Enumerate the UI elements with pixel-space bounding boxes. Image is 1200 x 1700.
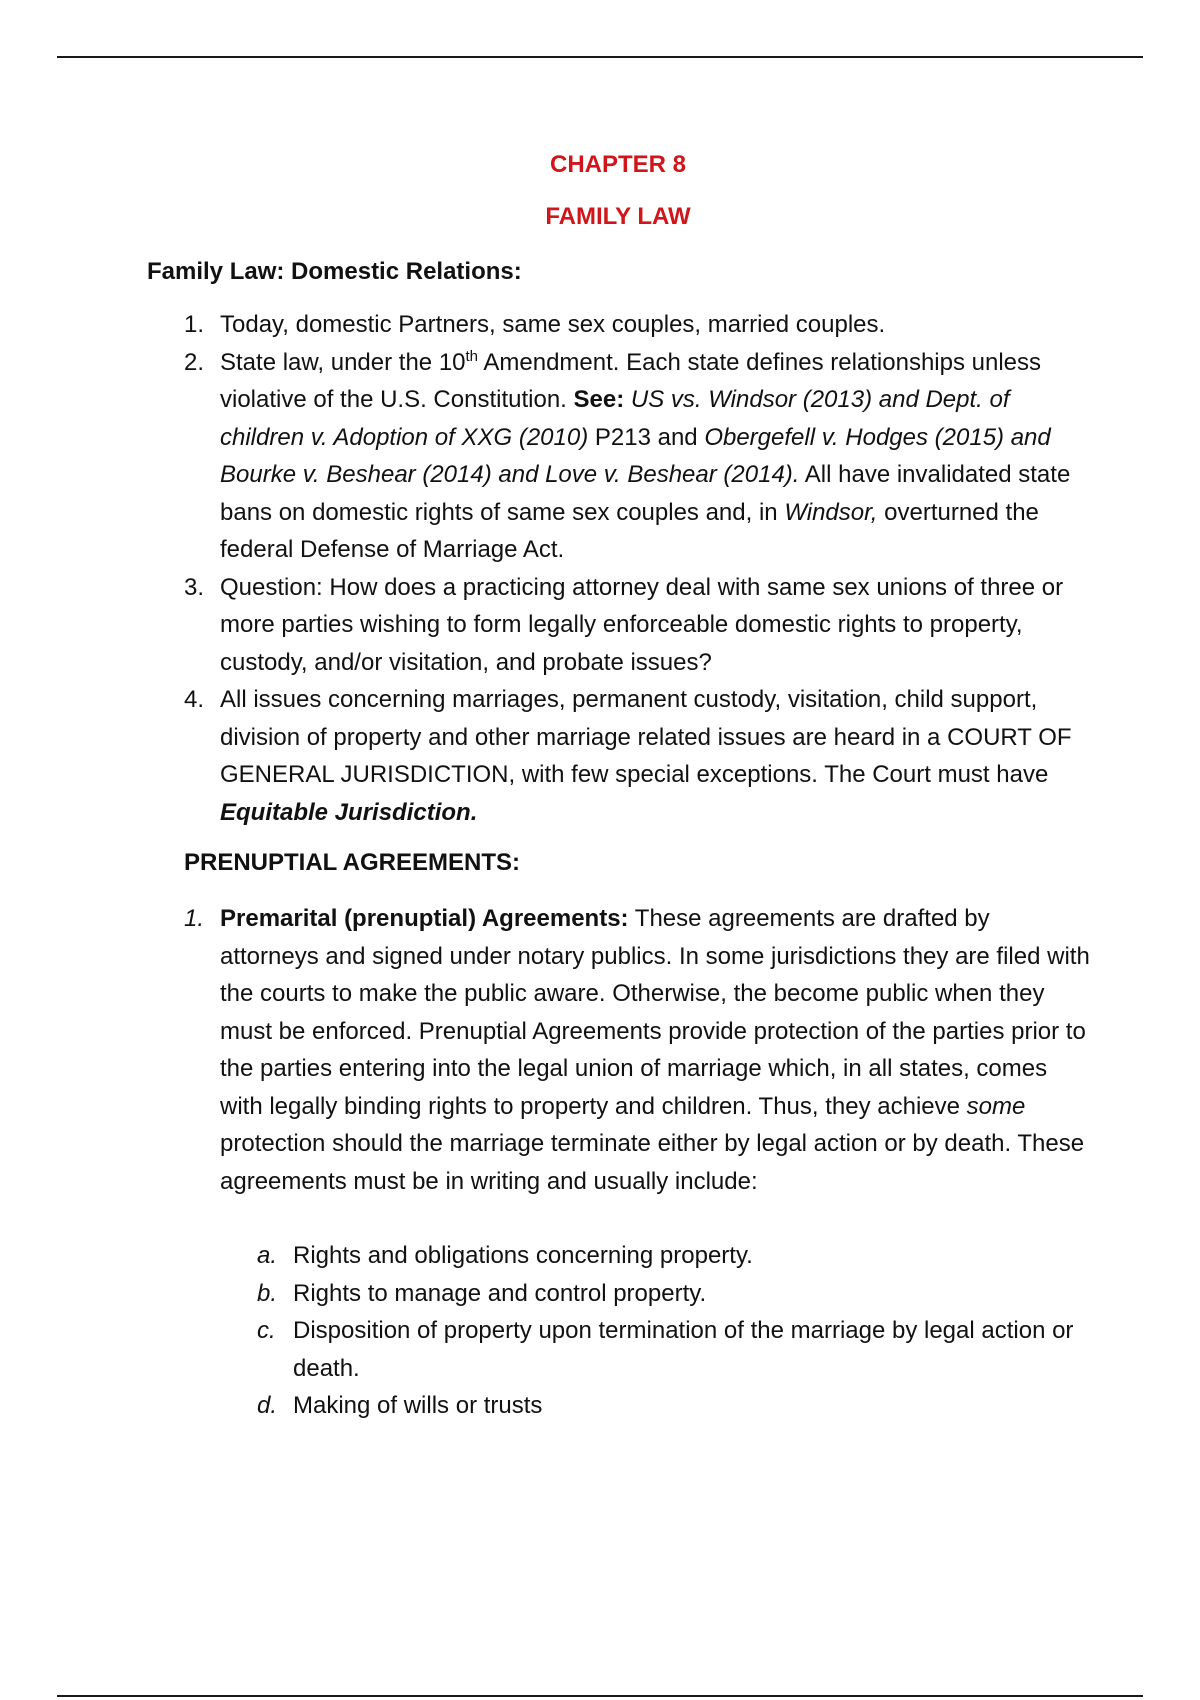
sub-list-item	[184, 1237, 1094, 1275]
list-item	[184, 306, 1094, 344]
case-citation: US vs. Windsor (2013) and Dept. of children v. Adoption of XXG (2010)	[220, 386, 1010, 451]
domestic-relations-list	[184, 306, 1094, 831]
item-number: 1.	[184, 311, 205, 338]
item-text: These agreements are drafted by attorneys and signed under notary publics. In some jurisdictions they are filed with the courts to make the public aware. Otherwise, the become public when they must be enforced. Prenuptial Agreements provide protection of the parties prior to the parties entering into the legal union of marriage which, in all states, comes with legally binding rights to property and children. Thus, they achieve	[220, 905, 1090, 1120]
sub-item-text: Disposition of property upon termination of the marriage by legal action or death.	[293, 1317, 1074, 1382]
case-citation: Windsor,	[784, 498, 878, 526]
sub-list-item	[184, 1275, 1094, 1313]
item-text: P213 and	[588, 423, 705, 451]
sub-item-letter: b.	[257, 1279, 278, 1307]
item-number: 3.	[184, 573, 205, 601]
list-item	[184, 569, 1094, 682]
sub-item-text: Rights and obligations concerning property.	[293, 1242, 753, 1269]
item-number: 4.	[184, 686, 205, 713]
chapter-number-heading: CHAPTER 8	[549, 151, 687, 178]
prenuptial-sublist	[184, 1237, 1094, 1425]
list-item	[184, 900, 1094, 1200]
list-item	[184, 681, 1094, 831]
item-number: 2.	[184, 348, 205, 376]
item-text: Today, domestic Partners, same sex couples, married couples.	[220, 311, 886, 338]
list-item	[184, 344, 1094, 569]
ordinal-superscript: th	[465, 347, 479, 365]
sub-list-item	[184, 1312, 1094, 1387]
sub-item-letter: d.	[257, 1392, 278, 1419]
emphasis-text: Equitable Jurisdiction.	[220, 798, 478, 826]
item-text: protection should the marriage terminate either by legal action or by death. These agreements must be in writing and usually include:	[220, 1130, 1085, 1195]
see-label: See:	[573, 386, 625, 413]
item-text: All issues concerning marriages, permanent custody, visitation, child support, division of property and other marriage related issues are heard in a COURT OF GENERAL JURISDICTION, with few special exceptions. The Court must have	[220, 686, 1072, 788]
item-number: 1.	[184, 905, 205, 932]
section-heading-prenuptial-agreements: PRENUPTIAL AGREEMENTS:	[184, 849, 521, 876]
section-heading-domestic-relations: Family Law: Domestic Relations:	[147, 258, 522, 285]
item-text: overturned the federal Defense of Marriage Act.	[220, 498, 1039, 563]
prenuptial-list	[184, 900, 1094, 1200]
sub-item-letter: c.	[257, 1317, 276, 1344]
sub-list-item	[184, 1387, 1094, 1425]
item-text: Question: How does a practicing attorney deal with same sex unions of three or more parties wishing to form legally enforceable domestic rights to property, custody, and/or visitation, and probate issues?	[220, 573, 1064, 676]
item-text: All have invalidated state bans on domestic rights of same sex couples and, in	[220, 461, 1071, 526]
bottom-rule	[57, 1695, 1143, 1697]
item-text: State law, under the 10	[220, 348, 466, 376]
item-text: Amendment. Each state defines relationships unless violative of the U.S. Constitution.	[220, 348, 1042, 413]
sub-item-letter: a.	[257, 1242, 278, 1269]
case-citation: Obergefell v. Hodges (2015) and Bourke v. Beshear (2014) and Love v. Beshear (2014).	[220, 423, 1051, 488]
term-label: Premarital (prenuptial) Agreements:	[220, 905, 629, 932]
chapter-title-heading: FAMILY LAW	[545, 203, 691, 230]
emphasis-text: some	[966, 1092, 1026, 1120]
sub-item-text: Making of wills or trusts	[293, 1392, 543, 1419]
sub-item-text: Rights to manage and control property.	[293, 1279, 707, 1307]
